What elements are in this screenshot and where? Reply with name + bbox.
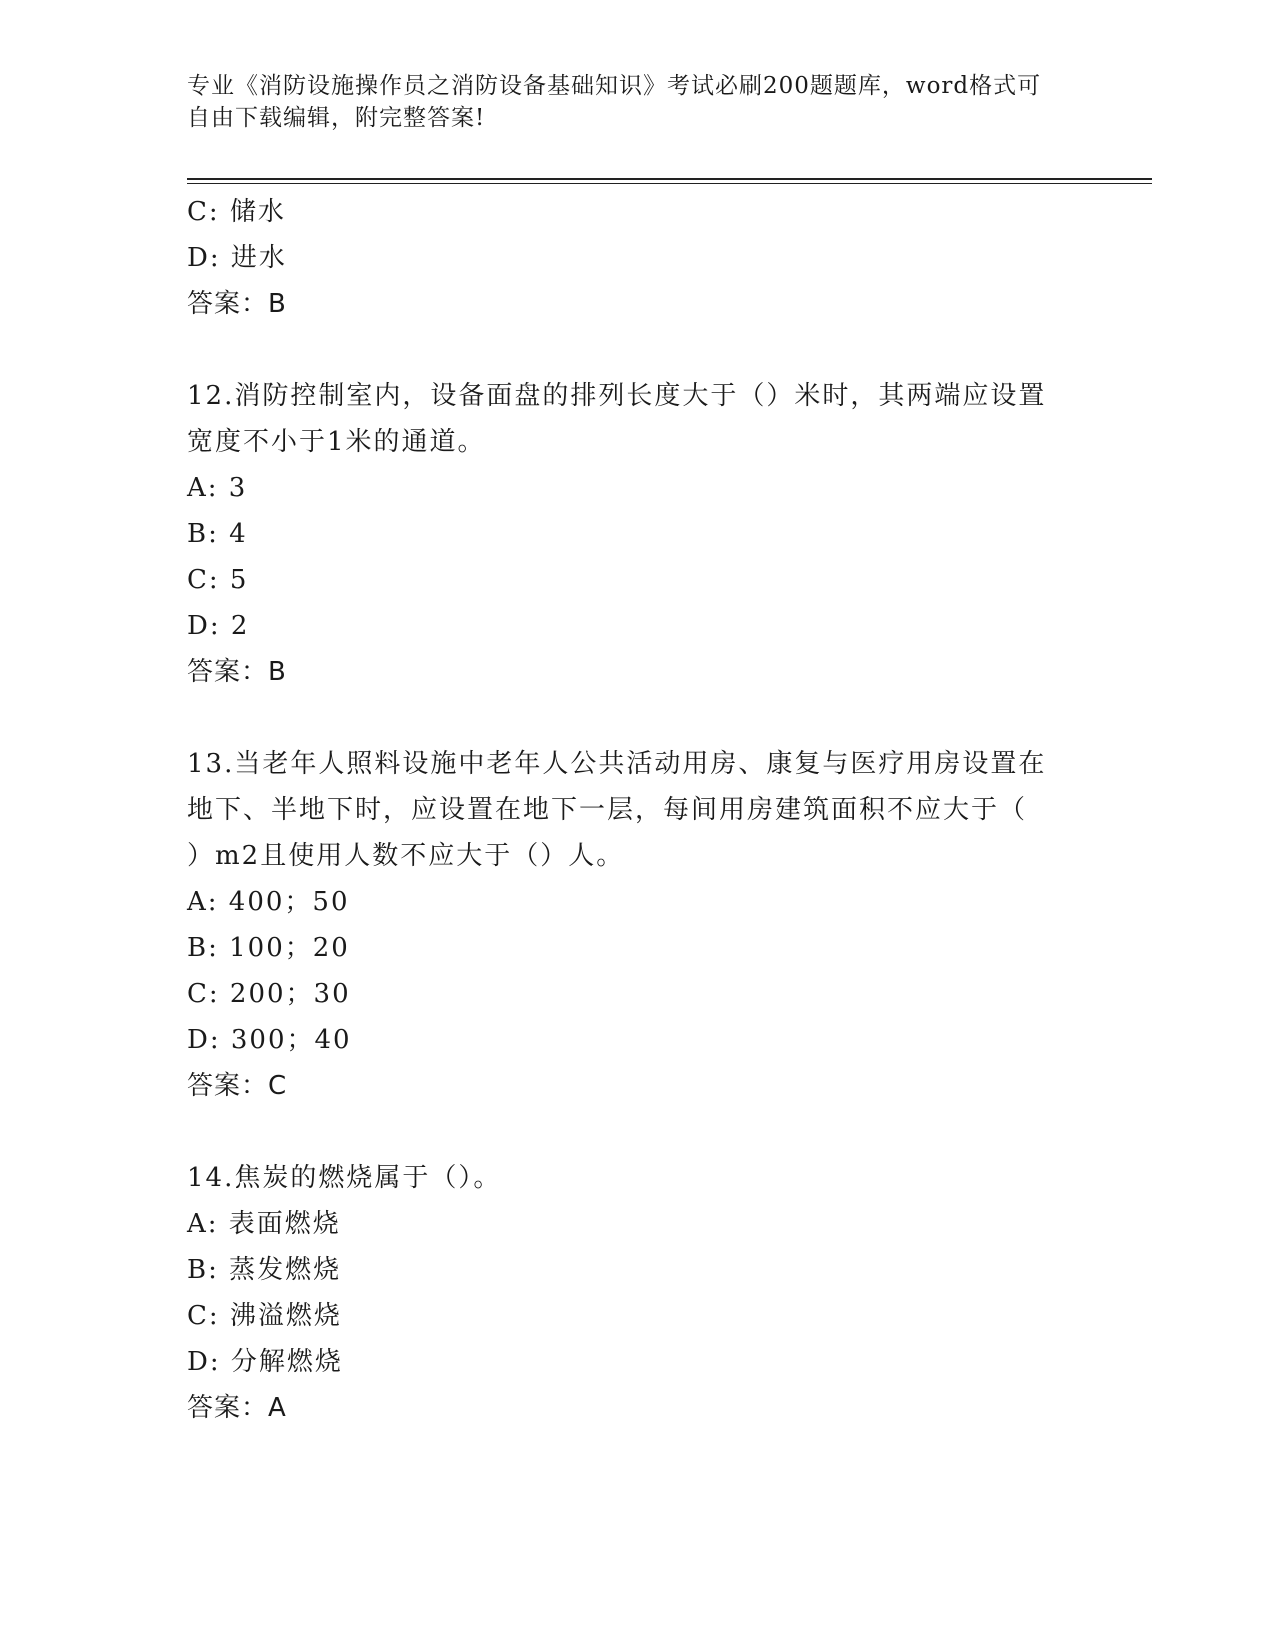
header-divider-thick: [187, 178, 1152, 180]
answer-line: 答案：B: [187, 289, 287, 319]
question-14: [187, 1155, 1087, 1431]
option-a: A: 3: [187, 473, 248, 503]
answer-line: 答案：A: [187, 1393, 287, 1423]
option-b: B: 100；20: [187, 933, 350, 963]
option-b: B: 蒸发燃烧: [187, 1255, 342, 1285]
question-12: [187, 373, 1087, 695]
option-c: C: 储水: [187, 197, 286, 227]
header-title-line-1: 专业《消防设施操作员之消防设备基础知识》考试必刷200题题库，word格式可: [187, 73, 1042, 99]
question-stem-line: 13.当老年人照料设施中老年人公共活动用房、康复与医疗用房设置在: [187, 749, 1047, 779]
question-stem-line: 宽度不小于1米的通道。: [187, 427, 486, 457]
header-title-line-2: 自由下载编辑，附完整答案!: [187, 105, 486, 131]
option-b: B: 4: [187, 519, 248, 549]
header-divider-thin: [187, 183, 1152, 184]
question-stem-line: 12.消防控制室内，设备面盘的排列长度大于（）米时，其两端应设置: [187, 381, 1047, 411]
question-13: [187, 741, 1087, 1109]
option-c: C: 200；30: [187, 979, 351, 1009]
question-spacer: [187, 1109, 1087, 1155]
question-stem-line: 14.焦炭的燃烧属于（）。: [187, 1163, 502, 1193]
question-list: [187, 189, 1087, 1431]
option-a: A: 表面燃烧: [187, 1209, 341, 1239]
question-spacer: [187, 327, 1087, 373]
option-d: D: 2: [187, 611, 250, 641]
question-stem-line: ）m2且使用人数不应大于（）人。: [187, 841, 625, 871]
option-d: D: 分解燃烧: [187, 1347, 343, 1377]
option-d: D: 进水: [187, 243, 287, 273]
document-header: [187, 70, 1067, 134]
question-stem-line: 地下、半地下时，应设置在地下一层，每间用房建筑面积不应大于（: [187, 795, 1028, 825]
question-spacer: [187, 695, 1087, 741]
option-d: D: 300；40: [187, 1025, 352, 1055]
option-c: C: 沸溢燃烧: [187, 1301, 342, 1331]
option-a: A: 400；50: [187, 887, 350, 917]
question-11-fragment: [187, 189, 1087, 327]
answer-line: 答案：B: [187, 657, 287, 687]
answer-line: 答案：C: [187, 1071, 288, 1101]
option-c: C: 5: [187, 565, 249, 595]
